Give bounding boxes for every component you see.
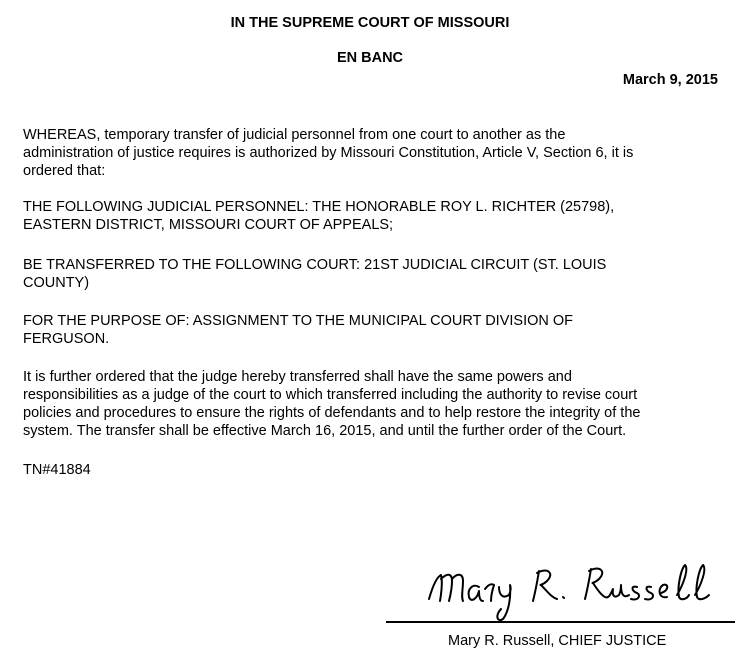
signature-line [386, 621, 735, 623]
order-date: March 9, 2015 [622, 72, 718, 88]
further-order-paragraph: It is further ordered that the judge hereby transferred shall have the same powers and responsibilities as a judge of the court to which transferred including the authority to revise court policies and procedures to ensure the rights of defendants and to help restore the integrity of the system. The transfer shall be effective March 16, 2015, and until the further order of the Court. [23, 369, 641, 439]
handwritten-signature [425, 555, 725, 625]
personnel-paragraph: THE FOLLOWING JUDICIAL PERSONNEL: THE HONORABLE ROY L. RICHTER (25798), EASTERN DISTRICT, MISSOURI COURT OF APPEALS; [23, 199, 615, 233]
transfer-paragraph: BE TRANSFERRED TO THE FOLLOWING COURT: 21ST JUDICIAL CIRCUIT (ST. LOUIS COUNTY) [23, 257, 607, 291]
en-banc-heading: EN BANC [336, 50, 404, 66]
court-title: IN THE SUPREME COURT OF MISSOURI [230, 15, 510, 31]
signatory-name: Mary R. Russell, CHIEF JUSTICE [448, 633, 667, 649]
tn-number: TN#41884 [23, 462, 91, 478]
purpose-paragraph: FOR THE PURPOSE OF: ASSIGNMENT TO THE MUNICIPAL COURT DIVISION OF FERGUSON. [23, 313, 574, 347]
whereas-paragraph: WHEREAS, temporary transfer of judicial personnel from one court to another as the administration of justice requires is authorized by Missouri Constitution, Article V, Section 6, it is ordered that: [23, 127, 634, 179]
